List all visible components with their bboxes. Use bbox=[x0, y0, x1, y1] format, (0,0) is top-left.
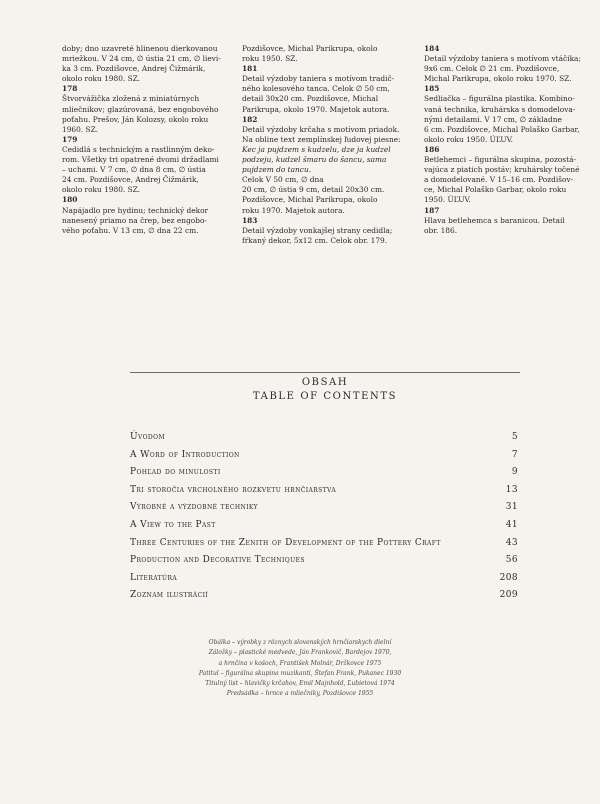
caption-line: ka 3 cm. Pozdišovce, Andrej Čižmárik, bbox=[62, 64, 206, 74]
toc-entry-page: 41 bbox=[505, 519, 518, 530]
figure-number: 183 bbox=[242, 215, 258, 225]
caption-line: fŕkaný dekor, 5x12 cm. Celok obr. 179. bbox=[242, 235, 388, 245]
caption-line: obr. 186. bbox=[424, 225, 458, 235]
toc-title-sk: OBSAH bbox=[301, 377, 349, 388]
table-of-contents bbox=[130, 432, 520, 608]
credit-line: Obálka – výrobky z rôznych slovenských hrnčiarskych dielní bbox=[208, 639, 392, 646]
toc-entry[interactable] bbox=[130, 502, 520, 520]
caption-line: okolo roku 1950. ÚĽUV. bbox=[424, 134, 513, 144]
caption-line: Betlehemci – figurálna skupina, pozostá- bbox=[424, 155, 576, 165]
caption-line: – uchami. V 7 cm, ∅ dna 8 cm, ∅ ústia bbox=[62, 165, 206, 175]
toc-entry-label: A Word of Introduction bbox=[130, 449, 240, 460]
toc-entry-label: Literatúra bbox=[130, 572, 178, 583]
caption-line: vajúca z piatich postáv; kruhársky točené bbox=[424, 165, 580, 175]
song-lyric-line: podzeju, kudzel šmaru do šancu, sama bbox=[242, 155, 387, 165]
figure-number: 179 bbox=[62, 134, 78, 144]
caption-line: ce, Michal Polaško Garbar, okolo roku bbox=[424, 185, 567, 195]
toc-entry-label: Tri storočia vrcholného rozkvetu hrnčiarstva bbox=[130, 484, 337, 495]
caption-line: Cedidlá s technickým a rastlinným deko- bbox=[62, 144, 215, 154]
caption-line: Detail výzdoby taniera s motívom tradič- bbox=[242, 74, 395, 84]
caption-line: poťahu. Prešov, Ján Kolozsy, okolo roku bbox=[62, 114, 209, 124]
caption-line: Sedliačka – figurálna plastika. Kombino- bbox=[424, 94, 575, 104]
caption-line: roku 1970. Majetok autora. bbox=[242, 205, 345, 215]
toc-entry-label: Production and Decorative Techniques bbox=[130, 555, 305, 566]
image-credits bbox=[150, 638, 450, 700]
toc-entry[interactable] bbox=[130, 485, 520, 503]
toc-entry[interactable] bbox=[130, 520, 520, 538]
toc-entry-page: 56 bbox=[505, 555, 518, 566]
section-divider bbox=[130, 372, 520, 373]
toc-entry[interactable] bbox=[130, 467, 520, 485]
toc-entry-label: Zoznam ilustrácií bbox=[130, 590, 209, 601]
caption-line: Michal Parikrupa, okolo roku 1970. SZ. bbox=[424, 74, 572, 84]
credit-line: Záložky – plastické medvede, Ján Frankovič, Bardejov 1970, bbox=[208, 649, 392, 657]
caption-column-3 bbox=[424, 44, 592, 236]
toc-entry-page: 43 bbox=[505, 537, 518, 548]
caption-line: Hlava betlehemca s baranicou. Detail bbox=[424, 215, 565, 225]
credit-line: Titulný list – hlavičky krčahov, Emil Majnhold, Ľubietová 1974 bbox=[205, 680, 395, 688]
caption-line: nanesený priamo na črep, bez engobo- bbox=[62, 215, 207, 225]
caption-line: roku 1950. SZ. bbox=[242, 54, 298, 64]
song-lyric-line: pujdzem do tancu. bbox=[242, 165, 312, 175]
figure-number: 186 bbox=[424, 144, 440, 154]
caption-line: mriežkou. V 24 cm, ∅ ústia 21 cm, ∅ lievi- bbox=[62, 54, 221, 64]
caption-line: vaná technika, kruhárska s domodelova- bbox=[424, 104, 576, 114]
toc-entry-page: 13 bbox=[505, 484, 518, 495]
caption-line: 24 cm. Pozdišovce, Andrej Čižmárik, bbox=[62, 175, 199, 185]
caption-column-2 bbox=[242, 44, 408, 246]
caption-line: rom. Všetky tri opatrené dvomi držadlami bbox=[62, 155, 219, 165]
caption-line: Pozdišovce, Michal Parikrupa, okolo bbox=[242, 195, 378, 205]
figure-number: 187 bbox=[424, 205, 440, 215]
caption-line: Detail výzdoby vonkajšej strany cedidla; bbox=[242, 225, 393, 235]
figure-number: 181 bbox=[242, 64, 258, 74]
caption-line: okolo roku 1980. SZ. bbox=[62, 74, 141, 84]
toc-entry-label: Úvodom bbox=[130, 432, 166, 442]
caption-line: Napájadlo pre hydinu; technický dekor bbox=[62, 205, 209, 215]
toc-entry[interactable] bbox=[130, 450, 520, 468]
credit-line: a hrnčina v košoch, František Molnár, Držkovce 1975 bbox=[218, 659, 382, 667]
toc-entry-label: Pohľad do minulosti bbox=[130, 467, 221, 478]
caption-line: okolo roku 1980. SZ. bbox=[62, 185, 141, 195]
figure-number: 182 bbox=[242, 114, 258, 124]
figure-number: 184 bbox=[424, 44, 440, 53]
caption-line: 6 cm. Pozdišovce, Michal Polaško Garbar, bbox=[424, 124, 580, 134]
caption-line: Detail výzdoby krčaha s motívom priadok. bbox=[242, 124, 400, 134]
caption-line: 20 cm, ∅ ústia 9 cm, detail 20x30 cm. bbox=[242, 185, 385, 195]
caption-line: nými detailami. V 17 cm, ∅ základne bbox=[424, 114, 562, 124]
caption-column-1 bbox=[62, 44, 228, 236]
toc-entry-label: Three Centuries of the Zenith of Development of the Pottery Craft bbox=[130, 537, 441, 548]
toc-entry-label: Výrobné a výzdobné techniky bbox=[130, 502, 258, 513]
figure-number: 178 bbox=[62, 84, 78, 94]
caption-line: 1950. ÚĽUV. bbox=[424, 195, 471, 205]
caption-line: doby; dno uzavreté hlinenou dierkovanou bbox=[62, 44, 218, 53]
caption-columns bbox=[0, 44, 600, 274]
toc-title-en: TABLE OF CONTENTS bbox=[252, 391, 398, 402]
toc-entry[interactable] bbox=[130, 573, 520, 591]
caption-line: Celok V 50 cm, ∅ dna bbox=[242, 175, 324, 185]
caption-line: a domodelované. V 15–16 cm. Pozdišov- bbox=[424, 175, 574, 185]
figure-number: 185 bbox=[424, 84, 440, 94]
song-lyric-line: Kec ja pujdzem s kudzelu, dze ja kudzel bbox=[242, 144, 391, 154]
toc-entry-page: 208 bbox=[499, 572, 518, 583]
toc-entry[interactable] bbox=[130, 538, 520, 556]
toc-entry-page: 5 bbox=[511, 432, 518, 442]
caption-line: mliečnikov; glazúrovaná, bez engobového bbox=[62, 104, 219, 114]
caption-line: Detail výzdoby taniera s motívom vtáčika; bbox=[424, 54, 581, 64]
credit-line: Patitul – figurálna skupina muzikanti, Štefan Frank, Pukanec 1930 bbox=[198, 669, 402, 677]
toc-entry[interactable] bbox=[130, 590, 520, 608]
caption-line: ného kolesového tanca. Celok ∅ 50 cm, bbox=[242, 84, 390, 94]
caption-line: 9x6 cm. Celok ∅ 21 cm. Pozdišovce, bbox=[424, 64, 560, 74]
credit-line: Predsádka – hrnce a mliečniky, Pozdišovce 1955 bbox=[226, 690, 374, 698]
toc-entry-label: A View to the Past bbox=[130, 519, 216, 530]
toc-entry-page: 7 bbox=[511, 449, 518, 460]
caption-line: Na obline text zemplínskej ľudovej piesne: bbox=[242, 134, 401, 144]
caption-line: Štvorvážička zložená z miniatúrnych bbox=[62, 94, 200, 104]
figure-number: 180 bbox=[62, 195, 78, 205]
caption-line: Pozdišovce, Michal Parikrupa, okolo bbox=[242, 44, 378, 53]
toc-entry-page: 209 bbox=[499, 590, 518, 601]
toc-entry-page: 31 bbox=[505, 502, 518, 513]
caption-line: vého poťahu. V 13 cm, ∅ dna 22 cm. bbox=[62, 225, 199, 235]
caption-line: 1960. SZ. bbox=[62, 124, 98, 134]
toc-entry[interactable] bbox=[130, 432, 520, 450]
toc-entry[interactable] bbox=[130, 555, 520, 573]
caption-line: Parikrupa, okolo 1970. Majetok autora. bbox=[242, 104, 390, 114]
caption-line: detail 30x20 cm. Pozdišovce, Michal bbox=[242, 94, 379, 104]
toc-entry-page: 9 bbox=[511, 467, 518, 478]
